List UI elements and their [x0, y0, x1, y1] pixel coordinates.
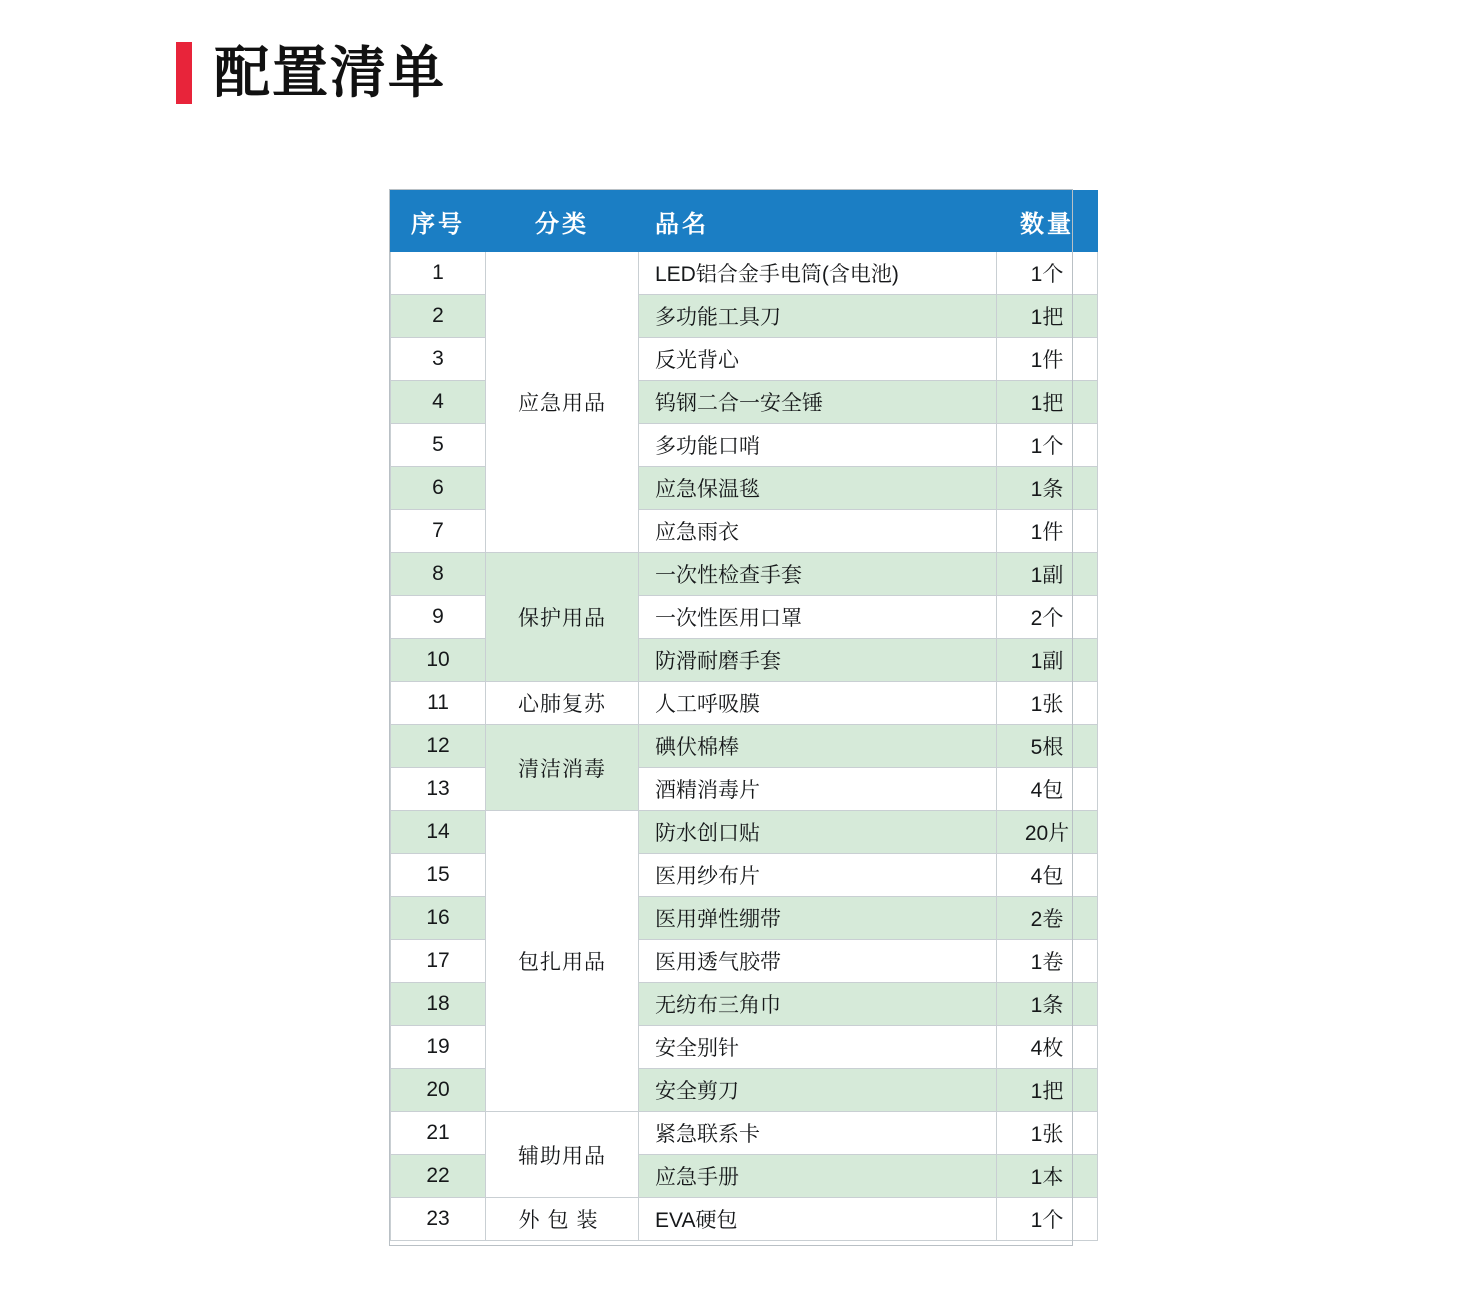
- table-row: [391, 682, 1098, 725]
- cell-qty: 2卷: [997, 897, 1098, 940]
- column-header-name: 品名: [639, 191, 997, 252]
- cell-name: 一次性检查手套: [639, 553, 997, 596]
- cell-qty: 1张: [997, 1112, 1098, 1155]
- cell-no: 22: [391, 1155, 486, 1198]
- cell-no: 7: [391, 510, 486, 553]
- config-list-table-wrapper: [390, 190, 1074, 1241]
- table-header: [391, 191, 1098, 252]
- cell-name: 安全剪刀: [639, 1069, 997, 1112]
- cell-no: 2: [391, 295, 486, 338]
- cell-name: 酒精消毒片: [639, 768, 997, 811]
- cell-no: 5: [391, 424, 486, 467]
- cell-no: 16: [391, 897, 486, 940]
- cell-name: 钨钢二合一安全锤: [639, 381, 997, 424]
- cell-no: 6: [391, 467, 486, 510]
- cell-name: 人工呼吸膜: [639, 682, 997, 725]
- cell-name: 医用纱布片: [639, 854, 997, 897]
- cell-no: 4: [391, 381, 486, 424]
- cell-qty: 4包: [997, 854, 1098, 897]
- cell-qty: 1副: [997, 553, 1098, 596]
- cell-category: 保护用品: [486, 553, 639, 682]
- cell-qty: 1条: [997, 983, 1098, 1026]
- cell-no: 21: [391, 1112, 486, 1155]
- cell-name: 应急手册: [639, 1155, 997, 1198]
- cell-name: LED铝合金手电筒(含电池): [639, 252, 997, 295]
- column-header-no: 序号: [391, 191, 486, 252]
- column-header-qty: 数量: [997, 191, 1098, 252]
- cell-qty: 1把: [997, 381, 1098, 424]
- cell-name: 防水创口贴: [639, 811, 997, 854]
- cell-name: 医用透气胶带: [639, 940, 997, 983]
- cell-qty: 1张: [997, 682, 1098, 725]
- table-row: [391, 1112, 1098, 1155]
- cell-qty: 1副: [997, 639, 1098, 682]
- cell-name: 多功能口哨: [639, 424, 997, 467]
- cell-category: 应急用品: [486, 252, 639, 553]
- cell-qty: 1条: [997, 467, 1098, 510]
- cell-qty: 1把: [997, 1069, 1098, 1112]
- cell-qty: 1本: [997, 1155, 1098, 1198]
- cell-no: 10: [391, 639, 486, 682]
- cell-name: 一次性医用口罩: [639, 596, 997, 639]
- table-row: [391, 1198, 1098, 1241]
- cell-name: 应急保温毯: [639, 467, 997, 510]
- cell-no: 18: [391, 983, 486, 1026]
- cell-no: 14: [391, 811, 486, 854]
- cell-name: 紧急联系卡: [639, 1112, 997, 1155]
- cell-qty: 1个: [997, 1198, 1098, 1241]
- cell-name: 碘伏棉棒: [639, 725, 997, 768]
- page-title-text: 配置清单: [214, 41, 446, 104]
- cell-qty: 1件: [997, 510, 1098, 553]
- cell-no: 13: [391, 768, 486, 811]
- cell-category: 心肺复苏: [486, 682, 639, 725]
- cell-no: 15: [391, 854, 486, 897]
- config-list-table: [390, 190, 1098, 1241]
- cell-qty: 1件: [997, 338, 1098, 381]
- cell-category: 包扎用品: [486, 811, 639, 1112]
- cell-name: 安全别针: [639, 1026, 997, 1069]
- cell-name: 反光背心: [639, 338, 997, 381]
- cell-no: 3: [391, 338, 486, 381]
- cell-name: 医用弹性绷带: [639, 897, 997, 940]
- cell-name: 防滑耐磨手套: [639, 639, 997, 682]
- cell-qty: 4包: [997, 768, 1098, 811]
- cell-qty: 2个: [997, 596, 1098, 639]
- table-row: [391, 553, 1098, 596]
- cell-no: 8: [391, 553, 486, 596]
- page-title: [176, 42, 446, 104]
- cell-qty: 4枚: [997, 1026, 1098, 1069]
- cell-qty: 1个: [997, 252, 1098, 295]
- cell-no: 17: [391, 940, 486, 983]
- cell-no: 12: [391, 725, 486, 768]
- cell-name: 多功能工具刀: [639, 295, 997, 338]
- cell-no: 1: [391, 252, 486, 295]
- table-row: [391, 725, 1098, 768]
- cell-no: 23: [391, 1198, 486, 1241]
- cell-no: 19: [391, 1026, 486, 1069]
- table-body: [391, 252, 1098, 1241]
- cell-category: 辅助用品: [486, 1112, 639, 1198]
- cell-name: EVA硬包: [639, 1198, 997, 1241]
- cell-name: 应急雨衣: [639, 510, 997, 553]
- cell-qty: 5根: [997, 725, 1098, 768]
- cell-qty: 1卷: [997, 940, 1098, 983]
- cell-no: 11: [391, 682, 486, 725]
- cell-no: 20: [391, 1069, 486, 1112]
- column-header-category: 分类: [486, 191, 639, 252]
- cell-qty: 20片: [997, 811, 1098, 854]
- cell-name: 无纺布三角巾: [639, 983, 997, 1026]
- cell-category: 外包装: [486, 1198, 639, 1241]
- cell-qty: 1个: [997, 424, 1098, 467]
- cell-category: 清洁消毒: [486, 725, 639, 811]
- table-row: [391, 811, 1098, 854]
- cell-no: 9: [391, 596, 486, 639]
- table-header-row: [391, 191, 1098, 252]
- title-accent-bar: [176, 42, 192, 104]
- cell-qty: 1把: [997, 295, 1098, 338]
- table-row: [391, 252, 1098, 295]
